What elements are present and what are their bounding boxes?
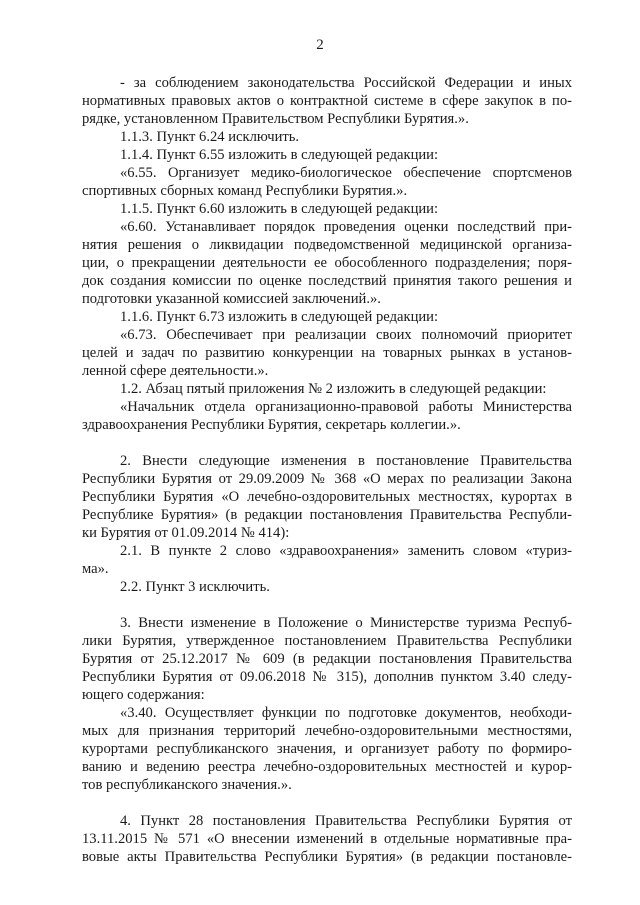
- text-line: 1.2. Абзац пятый приложения № 2 изложить в следующей редакции:: [120, 381, 547, 397]
- text-line: Бурятия от 25.12.2017 № 609 (в редакции постановления Правительства: [82, 651, 572, 667]
- text-line: ванию и ведению реестра лечебно-оздоровительных местностей и курор-: [82, 759, 572, 775]
- text-line: здравоохранения Республики Бурятия, секретарь коллегии.».: [82, 417, 461, 433]
- text-line: мых для признания территорий лечебно-оздоровительными местностями,: [82, 723, 572, 739]
- paragraph: [82, 614, 572, 704]
- text-line: 13.11.2015 № 571 «О внесении изменений в отдельные нормативные пра-: [82, 831, 572, 847]
- text-line: нормативных правовых актов о контрактной системе в сфере закупок в по-: [82, 93, 572, 109]
- paragraph: [82, 164, 572, 200]
- text-line: целей и задач по развитию конкуренции на товарных рынках в установ-: [82, 345, 572, 361]
- text-line: 1.1.3. Пункт 6.24 исключить.: [120, 129, 300, 145]
- paragraph: [82, 308, 572, 326]
- page-number: 2: [316, 37, 324, 53]
- text-line: «6.73. Обеспечивает при реализации своих полномочий приоритет: [120, 327, 572, 343]
- document-body: [82, 74, 572, 866]
- text-line: тов республиканского значения.».: [82, 777, 292, 793]
- paragraph: [82, 128, 572, 146]
- paragraph: [82, 542, 572, 578]
- text-line: подготовки указанной комиссией заключений.».: [82, 291, 381, 307]
- text-line: ющего содержания:: [82, 687, 205, 703]
- paragraph-gap: [82, 794, 572, 812]
- text-line: 1.1.6. Пункт 6.73 изложить в следующей редакции:: [120, 309, 439, 325]
- paragraph: [82, 452, 572, 542]
- text-line: курортами республиканского значения, и организует работу по формиро-: [82, 741, 572, 757]
- text-line: Республике Бурятия» (в редакции постановления Правительства Республи-: [82, 507, 572, 523]
- text-line: 1.1.4. Пункт 6.55 изложить в следующей редакции:: [120, 147, 439, 163]
- paragraph: [82, 704, 572, 794]
- paragraph: [82, 380, 572, 398]
- text-line: 3. Внести изменение в Положение о Министерстве туризма Респуб-: [120, 615, 572, 631]
- text-line: «Начальник отдела организационно-правовой работы Министерства: [120, 399, 572, 415]
- text-line: ленной сфере деятельности.».: [82, 363, 269, 379]
- text-line: рядке, установленном Правительством Республики Бурятия.».: [82, 111, 469, 127]
- paragraph-gap: [82, 596, 572, 614]
- text-line: «3.40. Осуществляет функции по подготовке документов, необходи-: [120, 705, 572, 721]
- paragraph: [82, 74, 572, 128]
- text-line: ции, о прекращении деятельности ее обособленного подразделения; поря-: [82, 255, 572, 271]
- text-line: - за соблюдением законодательства Российской Федерации и иных: [120, 75, 572, 91]
- text-line: Республики Бурятия «О лечебно-оздоровительных местностях, курортах в: [82, 489, 572, 505]
- text-line: лики Бурятия, утвержденное постановлением Правительства Республики: [82, 633, 572, 649]
- text-line: ма».: [82, 561, 109, 577]
- text-line: ки Бурятия от 01.09.2014 № 414):: [82, 525, 290, 541]
- text-line: 2.2. Пункт 3 исключить.: [120, 579, 270, 595]
- text-line: Республики Бурятия от 29.09.2009 № 368 «О мерах по реализации Закона: [82, 471, 572, 487]
- paragraph: [82, 200, 572, 218]
- text-line: «6.60. Устанавливает порядок проведения оценки последствий при-: [120, 219, 572, 235]
- text-line: нятия решения о ликвидации подведомственной медицинской организа-: [82, 237, 572, 253]
- paragraph: [82, 218, 572, 308]
- paragraph: [82, 326, 572, 380]
- text-line: вовые акты Правительства Республики Бурятия» (в редакции постановле-: [82, 849, 572, 865]
- text-line: Республики Бурятия от 09.06.2018 № 315), дополнив пунктом 3.40 следу-: [82, 669, 572, 685]
- text-line: 1.1.5. Пункт 6.60 изложить в следующей редакции:: [120, 201, 439, 217]
- text-line: док создания комиссии по оценке последствий принятия такого решения и: [82, 273, 572, 289]
- text-line: 2. Внести следующие изменения в постановление Правительства: [120, 453, 572, 469]
- text-line: «6.55. Организует медико-биологическое обеспечение спортсменов: [120, 165, 572, 181]
- text-line: спортивных сборных команд Республики Бурятия.».: [82, 183, 408, 199]
- paragraph-gap: [82, 434, 572, 452]
- paragraph: [82, 812, 572, 866]
- paragraph: [82, 146, 572, 164]
- paragraph: [82, 398, 572, 434]
- text-line: 2.1. В пункте 2 слово «здравоохранения» заменить словом «туриз-: [120, 543, 572, 559]
- text-line: 4. Пункт 28 постановления Правительства Республики Бурятия от: [120, 813, 572, 829]
- paragraph: [82, 578, 572, 596]
